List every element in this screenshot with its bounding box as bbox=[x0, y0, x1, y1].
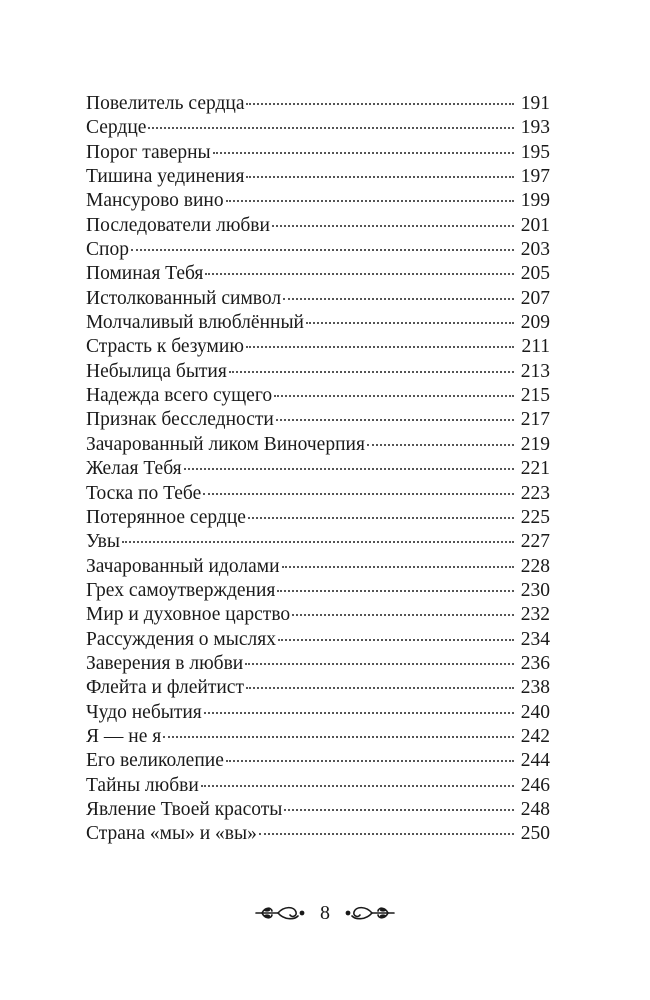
toc-entry bbox=[86, 774, 550, 798]
toc-entry bbox=[86, 165, 550, 189]
toc-entry bbox=[86, 408, 550, 432]
toc-entry-title: Сердце bbox=[86, 117, 147, 139]
toc-entry-title: Последователи любви bbox=[86, 214, 270, 236]
toc-dot-leader bbox=[184, 468, 514, 470]
toc-dot-leader bbox=[259, 833, 514, 835]
floral-ornament-right-icon bbox=[344, 902, 396, 924]
toc-dot-leader bbox=[284, 809, 514, 811]
toc-entry bbox=[86, 141, 550, 165]
toc-entry bbox=[86, 287, 550, 311]
toc-entry-page: 193 bbox=[520, 117, 550, 139]
toc-entry-title: Грех самоутверждения bbox=[86, 579, 276, 601]
toc-entry-title: Спор bbox=[86, 239, 129, 261]
toc-dot-leader bbox=[203, 493, 514, 495]
toc-dot-leader bbox=[245, 663, 514, 665]
toc-entry-page: 223 bbox=[520, 482, 550, 504]
toc-entry-title: Признак бесследности bbox=[86, 409, 274, 431]
toc-entry bbox=[86, 238, 550, 262]
toc-entry-page: 211 bbox=[521, 336, 550, 358]
toc-entry-page: 248 bbox=[520, 798, 550, 820]
toc-entry-page: 225 bbox=[520, 506, 550, 528]
toc-entry-title: Тайны любви bbox=[86, 774, 199, 796]
toc-entry bbox=[86, 116, 550, 140]
toc-entry-title: Тишина уединения bbox=[86, 166, 245, 188]
toc-entry-page: 201 bbox=[520, 214, 550, 236]
toc-entry-page: 242 bbox=[520, 725, 550, 747]
toc-entry-page: 213 bbox=[520, 360, 550, 382]
toc-entry-title: Поминая Тебя bbox=[86, 263, 204, 285]
toc-entry bbox=[86, 676, 550, 700]
toc-dot-leader bbox=[246, 103, 514, 105]
toc-entry-title: Увы bbox=[86, 531, 120, 553]
toc-entry-page: 195 bbox=[520, 141, 550, 163]
toc-entry-title: Тоска по Тебе bbox=[86, 482, 202, 504]
table-of-contents bbox=[86, 92, 550, 847]
toc-dot-leader bbox=[283, 298, 514, 300]
toc-entry-title: Мансурово вино bbox=[86, 190, 224, 212]
toc-entry bbox=[86, 652, 550, 676]
toc-entry-page: 246 bbox=[520, 774, 550, 796]
toc-entry-title: Я — не я bbox=[86, 725, 162, 747]
toc-entry-title: Потерянное сердце bbox=[86, 506, 246, 528]
toc-entry-title: Его великолепие bbox=[86, 750, 224, 772]
toc-entry-title: Надежда всего сущего bbox=[86, 385, 273, 407]
toc-entry bbox=[86, 530, 550, 554]
toc-dot-leader bbox=[204, 712, 514, 714]
toc-dot-leader bbox=[201, 785, 514, 787]
toc-entry-page: 203 bbox=[520, 239, 550, 261]
toc-dot-leader bbox=[248, 517, 514, 519]
toc-dot-leader bbox=[306, 322, 514, 324]
toc-entry-title: Заверения в любви bbox=[86, 652, 244, 674]
toc-entry-title: Страна «мы» и «вы» bbox=[86, 823, 257, 845]
toc-entry bbox=[86, 384, 550, 408]
toc-dot-leader bbox=[131, 249, 514, 251]
toc-dot-leader bbox=[246, 687, 514, 689]
toc-dot-leader bbox=[276, 419, 514, 421]
toc-entry-title: Зачарованный ликом Виночерпия bbox=[86, 433, 365, 455]
toc-entry-page: 197 bbox=[520, 166, 550, 188]
toc-entry bbox=[86, 482, 550, 506]
toc-entry-page: 199 bbox=[520, 190, 550, 212]
toc-entry bbox=[86, 798, 550, 822]
toc-entry-title: Повелитель сердца bbox=[86, 93, 245, 114]
toc-entry-page: 244 bbox=[520, 750, 550, 772]
toc-entry-page: 215 bbox=[520, 385, 550, 407]
toc-entry-title: Желая Тебя bbox=[86, 458, 182, 480]
toc-entry-title: Зачарованный идолами bbox=[86, 555, 280, 577]
toc-dot-leader bbox=[246, 346, 514, 348]
toc-entry-page: 234 bbox=[520, 628, 550, 650]
toc-dot-leader bbox=[274, 395, 514, 397]
toc-entry-page: 228 bbox=[520, 555, 550, 577]
toc-entry-title: Мир и духовное царство bbox=[86, 604, 291, 626]
toc-entry-page: 219 bbox=[520, 433, 550, 455]
toc-entry bbox=[86, 506, 550, 530]
toc-dot-leader bbox=[122, 541, 514, 543]
toc-entry-page: 217 bbox=[520, 409, 550, 431]
toc-dot-leader bbox=[278, 639, 514, 641]
toc-entry bbox=[86, 311, 550, 335]
toc-entry-page: 207 bbox=[520, 287, 550, 309]
floral-ornament-left-icon bbox=[254, 902, 306, 924]
toc-entry bbox=[86, 262, 550, 286]
toc-dot-leader bbox=[367, 444, 514, 446]
toc-entry bbox=[86, 701, 550, 725]
toc-entry-page: 236 bbox=[520, 652, 550, 674]
toc-dot-leader bbox=[229, 371, 514, 373]
toc-entry-title: Чудо небытия bbox=[86, 701, 202, 723]
toc-entry-page: 191 bbox=[520, 93, 550, 114]
toc-entry bbox=[86, 725, 550, 749]
toc-entry-page: 230 bbox=[520, 579, 550, 601]
toc-entry-title: Истолкованный символ bbox=[86, 287, 282, 309]
toc-entry bbox=[86, 335, 550, 359]
toc-entry-page: 238 bbox=[520, 677, 550, 699]
toc-entry-page: 227 bbox=[520, 531, 550, 553]
toc-entry bbox=[86, 457, 550, 481]
toc-dot-leader bbox=[226, 200, 514, 202]
toc-entry-page: 209 bbox=[520, 312, 550, 334]
toc-dot-leader bbox=[148, 127, 514, 129]
toc-entry-title: Рассуждения о мыслях bbox=[86, 628, 276, 650]
toc-dot-leader bbox=[292, 614, 514, 616]
toc-entry-title: Страсть к безумию bbox=[86, 336, 244, 358]
toc-entry bbox=[86, 433, 550, 457]
toc-entry-page: 221 bbox=[520, 458, 550, 480]
toc-entry-title: Флейта и флейтист bbox=[86, 677, 244, 699]
toc-entry-title: Порог таверны bbox=[86, 141, 211, 163]
toc-entry bbox=[86, 628, 550, 652]
toc-dot-leader bbox=[226, 760, 514, 762]
toc-entry bbox=[86, 92, 550, 116]
toc-entry-title: Явление Твоей красоты bbox=[86, 798, 283, 820]
toc-entry bbox=[86, 189, 550, 213]
toc-entry bbox=[86, 555, 550, 579]
toc-entry-title: Небылица бытия bbox=[86, 360, 227, 382]
toc-entry bbox=[86, 360, 550, 384]
toc-dot-leader bbox=[272, 225, 514, 227]
toc-dot-leader bbox=[205, 273, 514, 275]
toc-dot-leader bbox=[277, 590, 514, 592]
toc-entry bbox=[86, 214, 550, 238]
toc-entry-title: Молчаливый влюблённый bbox=[86, 312, 304, 334]
toc-list bbox=[86, 92, 550, 847]
toc-entry-page: 232 bbox=[520, 604, 550, 626]
toc-entry bbox=[86, 749, 550, 773]
toc-entry-page: 250 bbox=[520, 823, 550, 845]
toc-dot-leader bbox=[213, 152, 514, 154]
toc-dot-leader bbox=[246, 176, 514, 178]
toc-dot-leader bbox=[163, 736, 514, 738]
page-number: 8 bbox=[320, 902, 330, 924]
toc-dot-leader bbox=[282, 566, 514, 568]
toc-entry-page: 240 bbox=[520, 701, 550, 723]
toc-entry-page: 205 bbox=[520, 263, 550, 285]
toc-entry bbox=[86, 603, 550, 627]
page-footer bbox=[0, 902, 650, 924]
toc-entry bbox=[86, 822, 550, 846]
toc-entry bbox=[86, 579, 550, 603]
